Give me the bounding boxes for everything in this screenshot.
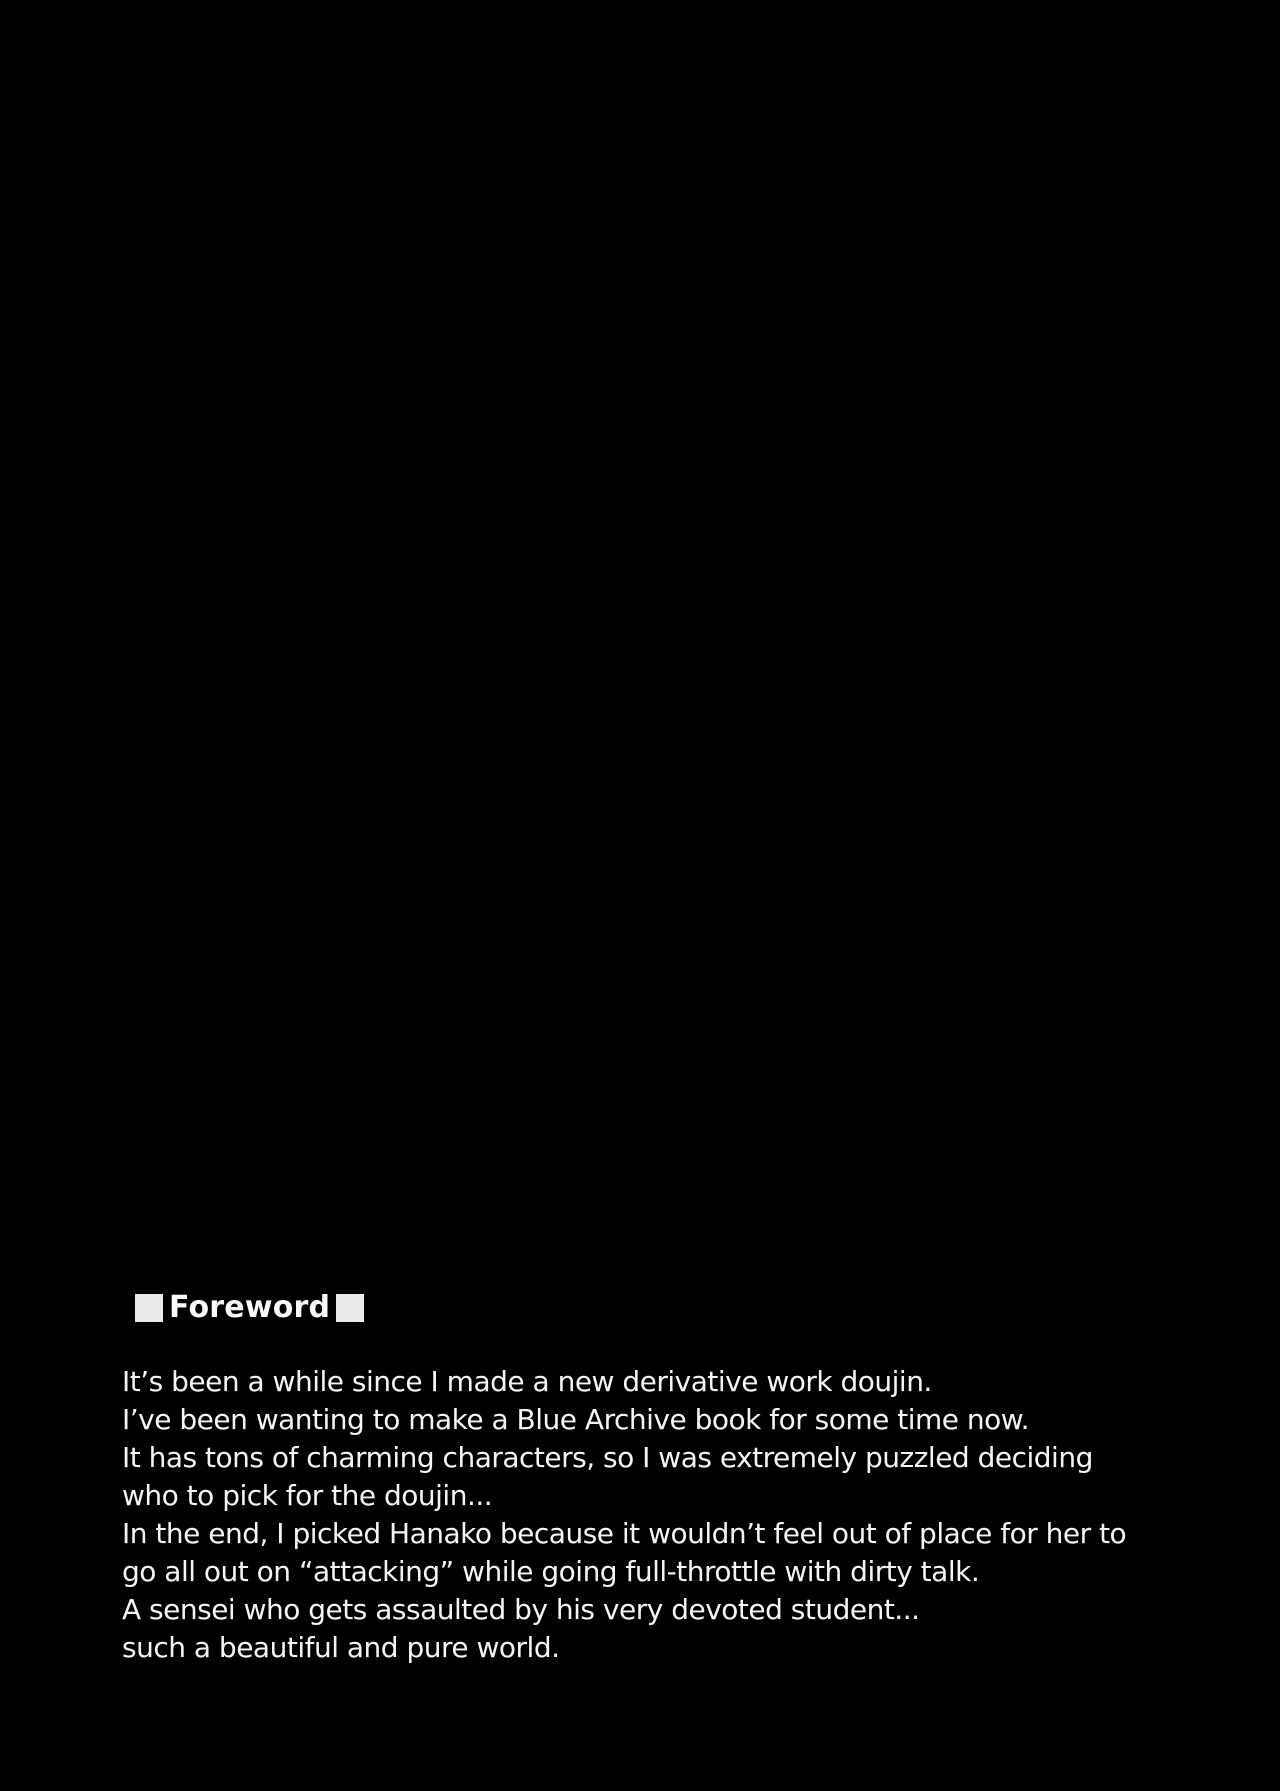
square-icon [336, 1294, 364, 1322]
foreword-title: Foreword [169, 1290, 331, 1325]
foreword-paragraph [122, 1363, 1126, 1667]
square-icon [135, 1294, 163, 1322]
paragraph-line: In the end, I picked Hanako because it wouldn’t feel out of place for her to [122, 1517, 1127, 1550]
paragraph-line: who to pick for the doujin... [122, 1479, 493, 1512]
paragraph-line: such a beautiful and pure world. [122, 1631, 560, 1664]
paragraph-line: It’s been a while since I made a new derivative work doujin. [122, 1365, 932, 1398]
paragraph-line: go all out on “attacking” while going full-throttle with dirty talk. [122, 1555, 980, 1588]
paragraph-line: It has tons of charming characters, so I was extremely puzzled deciding [122, 1441, 1093, 1474]
paragraph-line: A sensei who gets assaulted by his very devoted student... [122, 1593, 920, 1626]
paragraph-line: I’ve been wanting to make a Blue Archive book for some time now. [122, 1403, 1030, 1436]
foreword-heading [135, 1290, 364, 1325]
